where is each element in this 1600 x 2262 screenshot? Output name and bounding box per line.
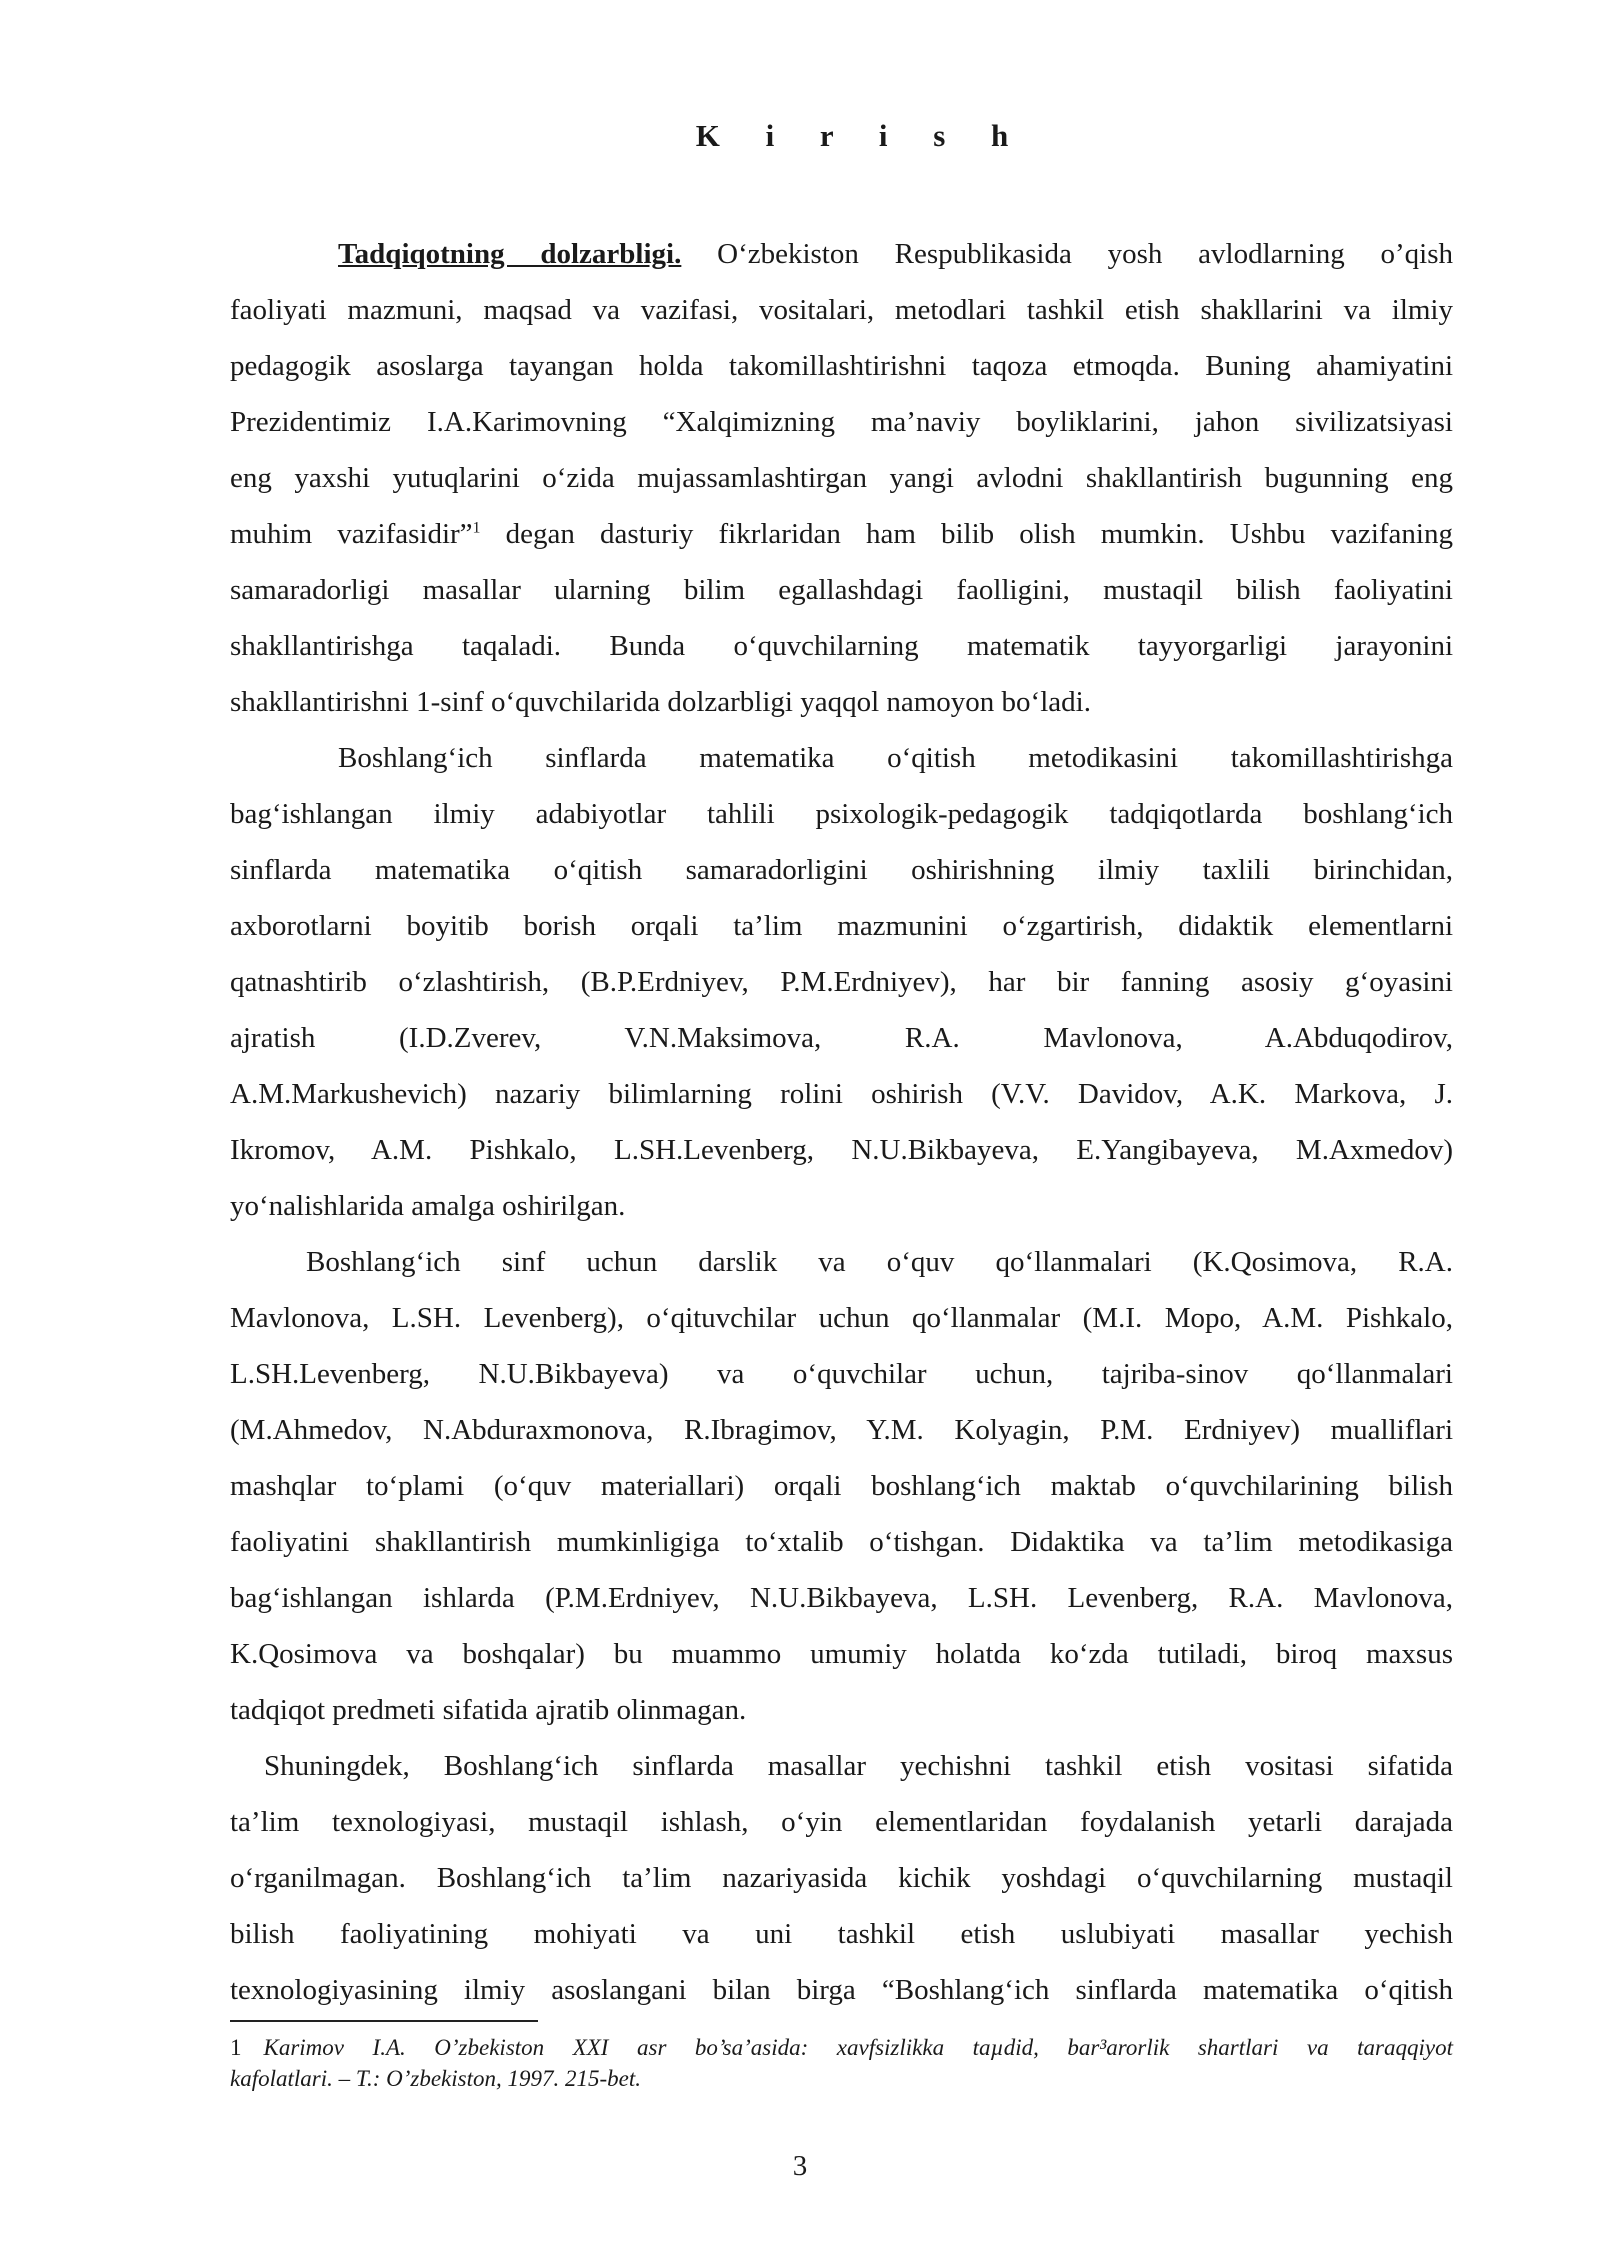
page-number: 3 [792, 2150, 808, 2182]
document-page [230, 118, 1453, 2094]
footnote-line: kafolatlari. – T.: O’zbekiston, 1997. 215-bet. [230, 2066, 641, 2091]
footnote-reference[interactable]: 1 [472, 519, 481, 537]
text-line: mashqlar to‘plami (o‘quv materiallari) orqali boshlang‘ich maktab o‘quvchilarining bilish [230, 1470, 1453, 1502]
text-line-content: degan dasturiy fikrlaridan ham bilib olish mumkin. Ushbu vazifaning [480, 518, 1453, 550]
text-line: (M.Ahmedov, N.Abduraxmonova, R.Ibragimov, Y.M. Kolyagin, P.M. Erdniyev) mualliflari [230, 1414, 1453, 1446]
text-line: bag‘ishlangan ilmiy adabiyotlar tahlili psixologik-pedagogik tadqiqotlarda boshlang‘ich [230, 798, 1453, 830]
text-line: o‘rganilmagan. Boshlang‘ich ta’lim nazariyasida kichik yoshdagi o‘quvchilarning mustaqil [230, 1862, 1453, 1894]
paragraph-problem-statement [230, 1738, 1453, 2018]
paragraph-relevance [230, 226, 1453, 730]
text-line: bilish faoliyatining mohiyati va uni tashkil etish uslubiyati masallar yechish [230, 1918, 1453, 1950]
text-line: Boshlang‘ich sinflarda matematika o‘qitish metodikasini takomillashtirishga [338, 742, 1453, 774]
paragraph-literature-review [230, 730, 1453, 1234]
footnote-number: 1 [230, 2035, 242, 2060]
footnote-separator [230, 2020, 538, 2022]
text-line: L.SH.Levenberg, N.U.Bikbayeva) va o‘quvchilar uchun, tajriba-sinov qo‘llanmalari [230, 1358, 1453, 1390]
text-line: qatnashtirib o‘zlashtirish, (B.P.Erdniyev, P.M.Erdniyev), har bir fanning asosiy g‘oyasini [230, 966, 1453, 998]
section-heading: Tadqiqotning dolzarbligi. [338, 238, 682, 270]
text-line: Prezidentimiz I.A.Karimovning “Xalqimizning ma’naviy boyliklarini, jahon sivilizatsiyasi [230, 406, 1453, 438]
footnote [230, 2032, 1453, 2094]
text-line: samaradorligi masallar ularning bilim egallashdagi faolligini, mustaqil bilish faoliyatini [230, 574, 1453, 606]
text-line: pedagogik asoslarga tayangan holda takomillashtirishni taqoza etmoqda. Buning ahamiyatini [230, 350, 1453, 382]
text-line: ajratish (I.D.Zverev, V.N.Maksimova, R.A. Mavlonova, A.Abduqodirov, [230, 1022, 1453, 1054]
text-line-content: O‘zbekiston Respublikasida yosh avlodlarning o’qish [717, 238, 1453, 270]
text-line [230, 506, 1453, 562]
text-line: K.Qosimova va boshqalar) bu muammo umumiy holatda ko‘zda tutiladi, biroq maxsus [230, 1638, 1453, 1670]
text-line: Shuningdek, Boshlang‘ich sinflarda masallar yechishni tashkil etish vositasi sifatida [264, 1750, 1453, 1782]
text-line: shakllantirishga taqaladi. Bunda o‘quvchilarning matematik tayyorgarligi jarayonini [230, 630, 1453, 662]
text-line: shakllantirishni 1-sinf o‘quvchilarida dolzarbligi yaqqol namoyon bo‘ladi. [230, 686, 1091, 718]
text-line [230, 226, 1453, 282]
footnote-text: Karimov I.A. O’zbekiston XXI asr bo’sa’asida: xavfsizlikka taµdid, bar³arorlik shartlari va taraqqiyot [263, 2035, 1453, 2060]
text-line: ta’lim texnologiyasi, mustaqil ishlash, o‘yin elementlaridan foydalanish yetarli darajada [230, 1806, 1453, 1838]
text-line: Mavlonova, L.SH. Levenberg), o‘qituvchilar uchun qo‘llanmalar (M.I. Mopo, A.M. Pishkalo, [230, 1302, 1453, 1334]
text-line: Boshlang‘ich sinf uchun darslik va o‘quv qo‘llanmalari (K.Qosimova, R.A. [306, 1246, 1453, 1278]
text-line: sinflarda matematika o‘qitish samaradorligini oshirishning ilmiy taxlili birinchidan, [230, 854, 1453, 886]
paragraph-textbooks [230, 1234, 1453, 1738]
text-line: yo‘nalishlarida amalga oshirilgan. [230, 1190, 626, 1222]
text-line: eng yaxshi yutuqlarini o‘zida mujassamlashtirgan yangi avlodni shakllantirish bugunning eng [230, 462, 1453, 494]
text-line: axborotlarni boyitib borish orqali ta’lim mazmunini o‘zgartirish, didaktik elementlarni [230, 910, 1453, 942]
text-line: faoliyatini shakllantirish mumkinligiga to‘xtalib o‘tishgan. Didaktika va ta’lim metodikasiga [230, 1526, 1453, 1558]
text-line: A.M.Markushevich) nazariy bilimlarning rolini oshirish (V.V. Davidov, A.K. Markova, J. [230, 1078, 1453, 1110]
footnote-line [230, 2032, 1453, 2063]
text-line: Ikromov, A.M. Pishkalo, L.SH.Levenberg, N.U.Bikbayeva, E.Yangibayeva, M.Axmedov) [230, 1134, 1453, 1166]
text-line: texnologiyasining ilmiy asoslangani bilan birga “Boshlang‘ich sinflarda matematika o‘qitish [230, 1974, 1453, 2006]
text-line: faoliyati mazmuni, maqsad va vazifasi, vositalari, metodlari tashkil etish shakllarini va ilmiy [230, 294, 1453, 326]
page-title: K i r i s h [695, 118, 1028, 153]
text-line-content: muhim vazifasidir” [230, 518, 473, 550]
text-line: bag‘ishlangan ishlarda (P.M.Erdniyev, N.U.Bikbayeva, L.SH. Levenberg, R.A. Mavlonova, [230, 1582, 1453, 1614]
text-line: tadqiqot predmeti sifatida ajratib olinmagan. [230, 1694, 747, 1726]
